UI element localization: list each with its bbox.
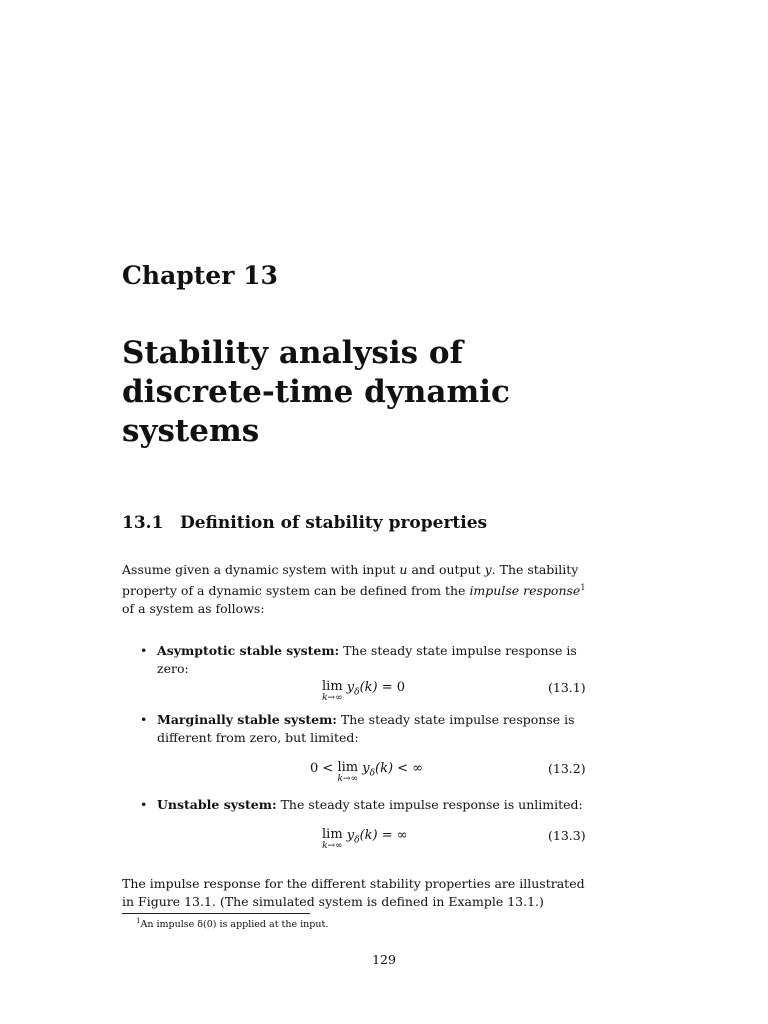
lim-subscript: k→∞ bbox=[322, 693, 343, 703]
bullet-description: The steady state impulse response is zero: bbox=[157, 643, 577, 676]
equation-13-3 bbox=[322, 828, 408, 851]
bullet-label: Marginally stable system: bbox=[157, 712, 337, 727]
chapter-label: Chapter 13 bbox=[122, 261, 278, 290]
intro-text: and output bbox=[411, 562, 481, 577]
intro-var-y: y bbox=[484, 562, 492, 577]
bullet-label: Asymptotic stable system: bbox=[157, 643, 340, 658]
bullet-dot: • bbox=[140, 643, 148, 658]
lim-text: lim bbox=[322, 827, 343, 842]
equation-number: (13.3) bbox=[548, 828, 586, 843]
limit-operator bbox=[322, 680, 343, 703]
footnote bbox=[136, 917, 328, 930]
lim-subscript: k→∞ bbox=[337, 774, 359, 784]
equation-number: (13.2) bbox=[548, 761, 586, 776]
intro-text: of a system as follows: bbox=[122, 601, 265, 617]
bullet-dot: • bbox=[140, 712, 148, 727]
intro-text: . The stability property of a dynamic system can be defined from the bbox=[122, 562, 579, 599]
eq-function: y bbox=[346, 680, 355, 695]
intro-var-u: u bbox=[399, 562, 408, 577]
footnote-ref[interactable]: 1 bbox=[580, 583, 586, 592]
equation-13-1 bbox=[322, 680, 405, 703]
eq-function-subscript: δ bbox=[354, 835, 360, 846]
bullet-item bbox=[140, 711, 586, 747]
chapter-title-line: discrete-time dynamic bbox=[122, 374, 510, 410]
limit-operator bbox=[337, 761, 358, 784]
eq-rhs: = ∞ bbox=[377, 828, 408, 843]
eq-function-subscript: δ bbox=[354, 687, 360, 698]
eq-function: y bbox=[362, 761, 370, 776]
eq-rhs: = 0 bbox=[377, 680, 406, 695]
limit-operator bbox=[322, 828, 343, 851]
eq-argument: (k) bbox=[359, 680, 378, 695]
bullet-item bbox=[140, 796, 586, 814]
footnote-text: An impulse δ(0) is applied at the input. bbox=[140, 919, 329, 931]
section-number: 13.1 bbox=[122, 513, 164, 533]
eq-argument: (k) bbox=[359, 828, 378, 843]
bullet-description: The steady state impulse response is different from zero, but limited: bbox=[157, 712, 575, 745]
footnote-mark: 1 bbox=[136, 917, 141, 925]
closing-paragraph: The impulse response for the different stability properties are illustrated in Figure 13.1. (The simulated system is defined in Example 13.1.) bbox=[122, 876, 585, 909]
chapter-title-line: systems bbox=[122, 413, 260, 449]
lim-text: lim bbox=[322, 679, 343, 694]
eq-argument: (k) bbox=[375, 761, 394, 776]
chapter-title bbox=[122, 334, 542, 451]
eq-rhs: < ∞ bbox=[393, 761, 424, 776]
eq-function: y bbox=[346, 828, 355, 843]
bullet-label: Unstable system: bbox=[157, 797, 277, 812]
bullet-text bbox=[140, 642, 586, 678]
lim-subscript: k→∞ bbox=[322, 841, 343, 851]
intro-term: impulse response bbox=[469, 583, 581, 599]
lim-text: lim bbox=[337, 760, 359, 775]
intro-text: Assume given a dynamic system with input bbox=[122, 562, 396, 577]
bullet-text bbox=[140, 796, 586, 814]
page-number: 129 bbox=[372, 952, 396, 967]
bullet-item bbox=[140, 642, 586, 678]
equation-number: (13.1) bbox=[548, 680, 586, 695]
equation-13-2 bbox=[310, 761, 423, 784]
chapter-title-line: Stability analysis of bbox=[122, 335, 463, 371]
eq-lhs: 0 < bbox=[310, 761, 338, 776]
intro-paragraph bbox=[122, 561, 588, 618]
section-heading bbox=[122, 513, 487, 533]
footnote-rule bbox=[122, 913, 310, 914]
bullet-text bbox=[140, 711, 586, 747]
bullet-description: The steady state impulse response is unlimited: bbox=[280, 797, 583, 812]
eq-function-subscript: δ bbox=[369, 768, 376, 779]
section-title: Definition of stability properties bbox=[180, 513, 488, 533]
bullet-dot: • bbox=[140, 797, 148, 812]
